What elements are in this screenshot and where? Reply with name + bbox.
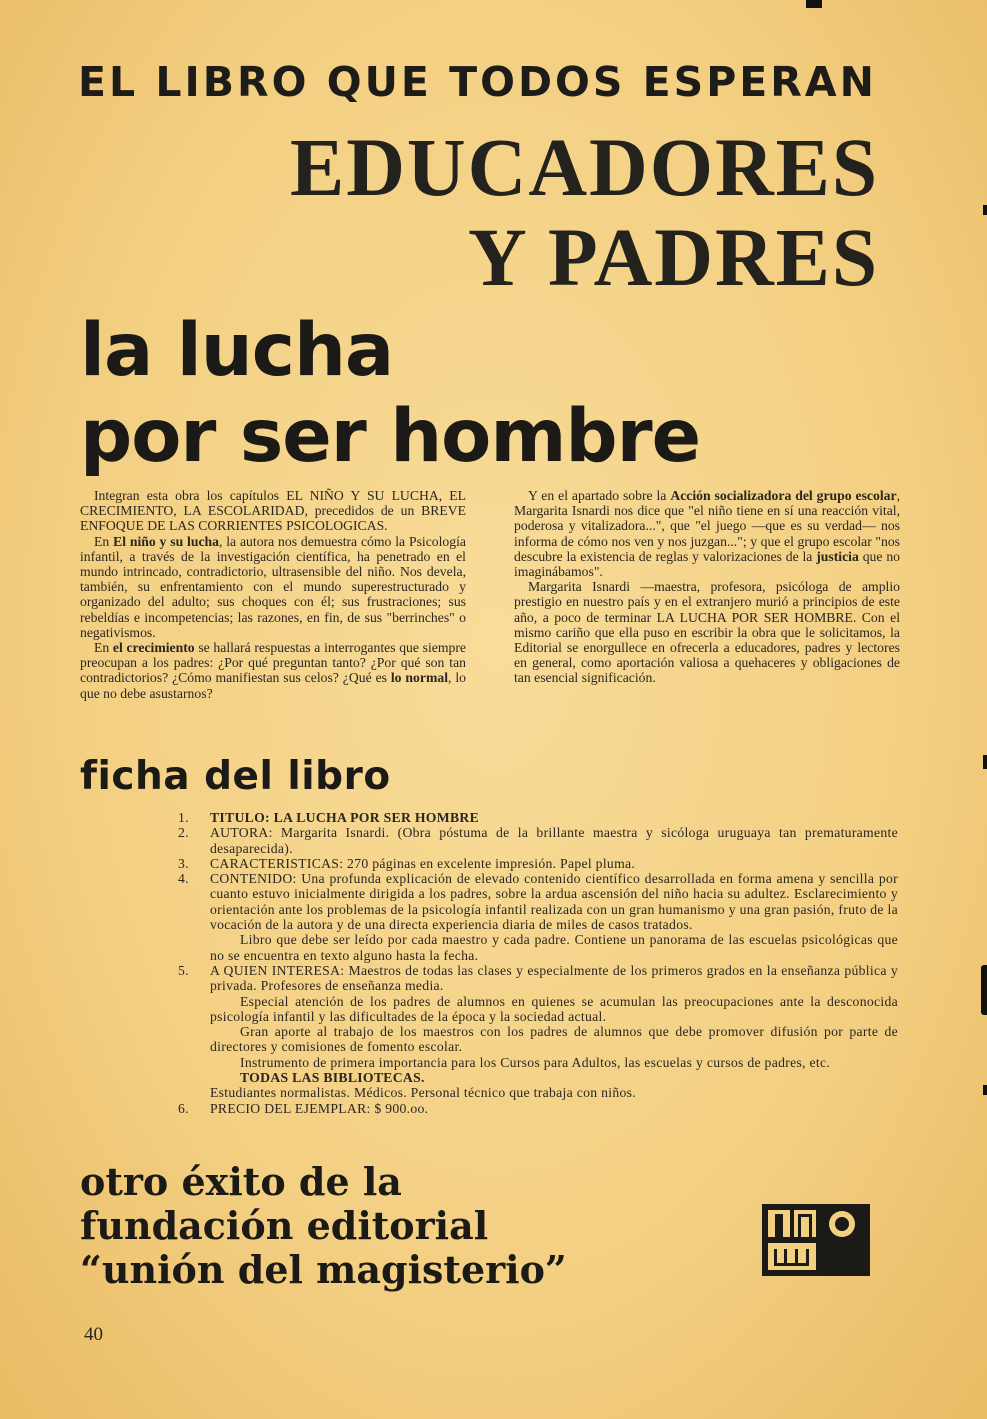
text: que no imaginábamos". [514,548,901,580]
ficha-item-extra: Instrumento de primera importancia para los Cursos para Adultos, las escuelas y cursos de padres, etc. [240,1054,831,1070]
book-title [80,308,700,480]
main-headline [290,122,879,302]
text: se hallará respuestas a interrogantes que siempre preocupan a los padres: ¿Por qué preguntan tanto? ¿Por qué son tan contradictorios? ¿Cómo manifiestan sus celos? ¿Qué es [80,640,466,686]
paragraph [80,640,466,701]
page-number: 40 [84,1324,103,1345]
ficha-item [178,856,898,871]
edge-mark [983,1085,987,1095]
bold-text: El niño y su lucha [113,533,219,549]
ficha-item [178,1101,898,1116]
footer-slogan-line1: otro éxito de la [80,1159,402,1204]
article-column-left [80,488,466,701]
paragraph [514,488,900,579]
kicker-headline: EL LIBRO QUE TODOS ESPERAN [78,58,877,106]
ficha-heading: ficha del libro [80,754,391,799]
paragraph [80,534,466,640]
text: , Margarita Isnardi nos dice que "el niño tiene en sí una reacción vital, poderosa y vitalizadora...", que "el juego —que es su verdad— nos informa de cómo nos ven y nos juzgan..."; y que el grupo escolar "nos descubre la existencia de reglas y valorizaciones de la [514,488,900,564]
bold-text: lo normal [390,670,449,686]
text: , lo que no debe asustarnos? [80,670,466,701]
paragraph: Margarita Isnardi —maestra, profesora, psicóloga de amplio prestigio en nuestro país y en el extranjero murió a principios de este año, a poco de terminar LA LUCHA POR SER HOMBRE. Con el mismo cariño que ella puso en escribir la obra que le solicitamos, la Editorial se enorgullece en ofrecerla a educadores, padres y lectores en general, como aportación valiosa a quehaceres y obligaciones de tan esencial significación. [514,579,900,686]
bold-text: Acción socializadora del grupo escolar [670,488,897,503]
paragraph: Integran esta obra los capítulos EL NIÑO Y SU LUCHA, EL CRECIMIENTO, LA ESCOLARIDAD, precedidos de un BREVE ENFOQUE DE LAS CORRIENTES PSICOLOGICAS. [80,488,466,534]
book-title-line1: la lucha [80,308,394,393]
ficha-item-number: 6. [178,1100,189,1116]
ficha-item-text: CONTENIDO: Una profunda explicación de elevado contenido científico desarrollada en forma amena y sencilla por cuanto estuvo inicialmente dirigida a los padres, sobre la ardua ascensión del niño hacia su adultez. Esclarecimiento y orientación ante los problemas de la psicología infantil realizada con un gran humanismo y una gran pasión, fruto de la vocación de la autora y de una directa experiencia diaria de miles de casos tratados. [210,871,898,933]
footer-slogan-line2: fundación editorial [80,1203,489,1248]
editorial-logo [762,1204,870,1276]
footer-slogan-line3: “unión del magisterio” [80,1247,567,1292]
ficha-item-text: TITULO: LA LUCHA POR SER HOMBRE [210,810,480,825]
ficha-item-extra: Gran aporte al trabajo de los maestros con los padres de alumnos que debe promover difusión por parte de directores y comisiones de fomento escolar. [210,1024,898,1055]
ficha-item-text: CARACTERISTICAS: 270 páginas en excelente impresión. Papel pluma. [210,855,636,871]
text: En [94,533,114,549]
ficha-item-number: 2. [178,825,189,841]
ficha-item [178,825,898,856]
edge-mark [806,0,822,8]
ficha-list [178,810,898,1116]
ficha-item [178,871,898,963]
ficha-item-text: A QUIEN INTERESA: Maestros de todas las clases y especialmente de los primeros grados en la enseñanza pública y privada. Profesores de enseñanza media. [210,962,898,994]
text: , la autora nos demuestra cómo la Psicología infantil, a través de la investigación científica, ha penetrado en el mundo intrincado, contradictorio, ultrasensible del niño. Nos devela, también, su enfrentamiento con el mundo superestructurado y organizado del adulto; sus choques con él; sus frustraciones; sus rebeldías e incompetencias; las razones, en fin, de sus "berrinches" o negativismos. [80,533,466,640]
ficha-item-extra: TODAS LAS BIBLIOTECAS. [240,1070,425,1086]
editorial-logo-icon [762,1204,870,1276]
ficha-item-number: 4. [178,871,189,887]
ficha-item-extra: Libro que debe ser leído por cada maestro y cada padre. Contiene un panorama de las escuelas psicológicas que no se encuentra en texto alguno hasta la fecha. [210,932,898,963]
bold-text: el crecimiento [112,640,195,656]
article-column-right [514,488,900,686]
edge-mark [983,205,987,215]
ficha-item-number: 1. [178,810,189,825]
text: En [94,640,113,656]
ficha-item [178,810,898,825]
main-headline-line2: Y PADRES [467,211,879,303]
ficha-item-extra: Especial atención de los padres de alumnos en quienes se acumulan las preocupaciones ante la desconocida psicología infantil y las dificultades de la época y la sociedad actual. [210,993,898,1024]
main-headline-line1: EDUCADORES [289,121,879,213]
ficha-item-number: 5. [178,962,189,978]
ficha-item-number: 3. [178,855,189,871]
ficha-item-extra: Estudiantes normalistas. Médicos. Personal técnico que trabaja con niños. [210,1085,636,1101]
book-title-line2: por ser hombre [80,394,701,479]
bold-text: justicia [816,548,859,564]
ficha-item-text: AUTORA: Margarita Isnardi. (Obra póstuma de la brillante maestra y sicóloga uruguaya tan prematuramente desaparecida). [210,825,898,856]
edge-mark [983,755,987,769]
ficha-item-text: PRECIO DEL EJEMPLAR: $ 900.oo. [210,1100,429,1116]
ficha-item [178,963,898,1101]
edge-mark [981,965,987,1015]
text: Y en el apartado sobre la [528,488,671,503]
footer-slogan [80,1160,567,1292]
